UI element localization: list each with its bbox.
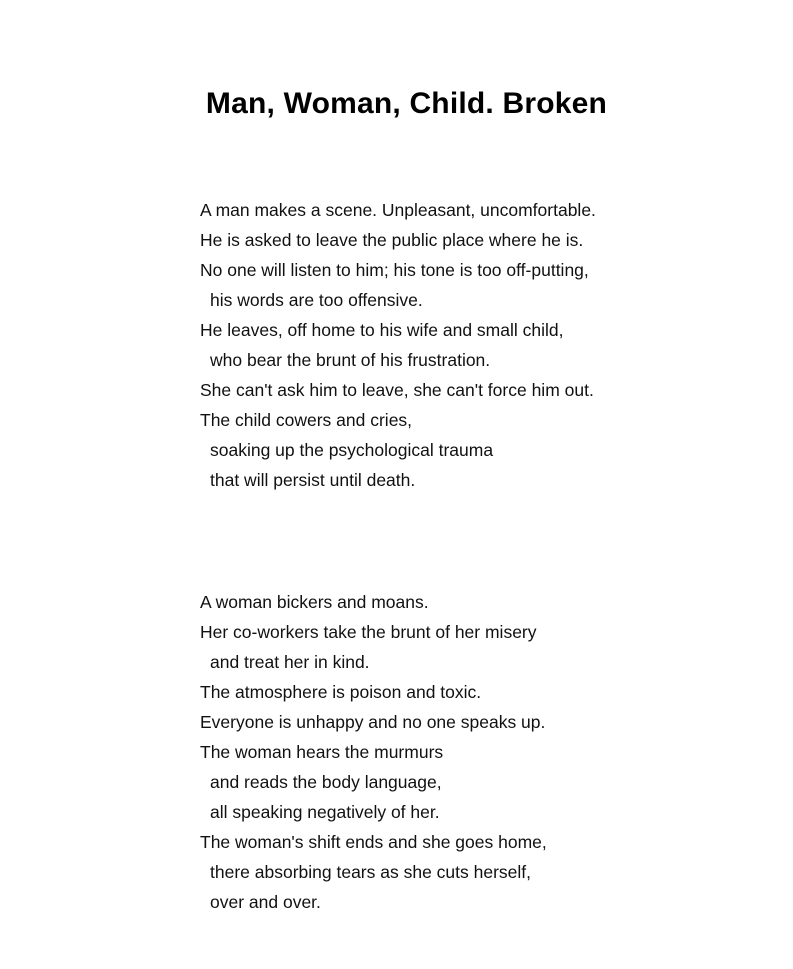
poem-line-indented: there absorbing tears as she cuts herself, (210, 862, 532, 882)
poem-title: Man, Woman, Child. Broken (205, 87, 608, 120)
poem-line: She can't ask him to leave, she can't force him out. (200, 380, 594, 400)
poem-line: The woman hears the murmurs (200, 742, 444, 762)
poem-line: Her co-workers take the brunt of her misery (200, 622, 537, 642)
poem-line: The child cowers and cries, (200, 410, 413, 430)
poem-line-indented: and treat her in kind. (210, 652, 370, 672)
poem-line: A woman bickers and moans. (200, 592, 429, 612)
poem-line: Everyone is unhappy and no one speaks up. (200, 712, 546, 732)
stanza-1 (200, 195, 596, 495)
poem-line-indented: who bear the brunt of his frustration. (210, 350, 491, 370)
poem-line: No one will listen to him; his tone is too off-putting, (200, 260, 589, 280)
poem-line-indented: over and over. (210, 892, 321, 912)
poem-line: The woman's shift ends and she goes home, (200, 832, 547, 852)
poem-line-indented: that will persist until death. (210, 470, 416, 490)
poem-line-indented: his words are too offensive. (210, 290, 423, 310)
poem-line: The atmosphere is poison and toxic. (200, 682, 482, 702)
poem-line: He leaves, off home to his wife and small child, (200, 320, 564, 340)
stanza-2 (200, 587, 547, 917)
poem-line-indented: and reads the body language, (210, 772, 442, 792)
poem-line: He is asked to leave the public place where he is. (200, 230, 584, 250)
poem-line-indented: all speaking negatively of her. (210, 802, 440, 822)
poem-line-indented: soaking up the psychological trauma (210, 440, 494, 460)
poem-line: A man makes a scene. Unpleasant, uncomfortable. (200, 200, 596, 220)
